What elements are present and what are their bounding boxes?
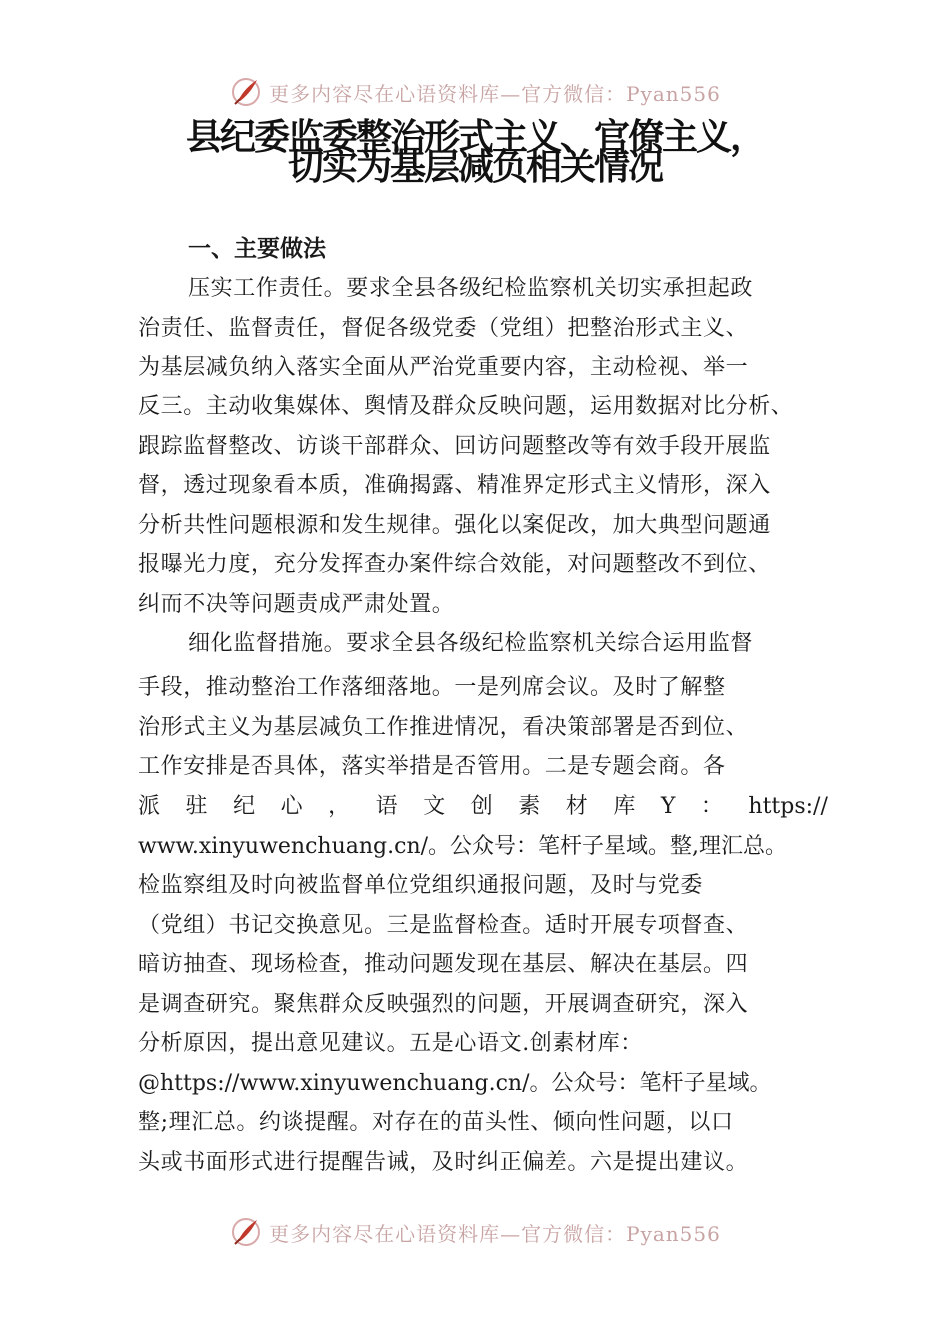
paragraph-line: 为基层减负纳入落实全面从严治党重要内容，主动检视、举一	[138, 355, 749, 380]
quill-pen-logo-icon	[229, 75, 263, 109]
paragraph-line: 治责任、监督责任，督促各级党委（党组）把整治形式主义、	[138, 316, 749, 341]
paragraph-line: 分析共性问题根源和发生规律。强化以案促改，加大典型问题通	[138, 513, 771, 538]
paragraph-line: 暗访抽查、现场检查，推动问题发现在基层、解决在基层。四	[138, 952, 749, 977]
paragraph-line: 督，透过现象看本质，准确揭露、精准界定形式主义情形，深入	[138, 473, 771, 498]
paragraph-line: 细化监督措施。要求全县各级纪检监察机关综合运用监督	[188, 631, 754, 656]
paragraph-lead: 细化监督措施。	[188, 631, 347, 656]
document-title-line-2: 切实为基层减负相关情况	[287, 147, 662, 188]
paragraph-line: （党组）书记交换意见。三是监督检查。适时开展专项督查、	[138, 913, 749, 938]
paragraph-line: 纠而不决等问题责成严肃处置。	[138, 592, 455, 617]
paragraph-line: 跟踪监督整改、访谈干部群众、回访问题整改等有效手段开展监	[138, 434, 771, 459]
paragraph-line: 整;理汇总。约谈提醒。对存在的苗头性、倾向性问题，以口	[138, 1110, 734, 1135]
watermark-banner-top	[0, 72, 950, 112]
paragraph-line: 工作安排是否具体，落实举措是否管用。二是专题会商。各	[138, 754, 726, 779]
paragraph-line: 检监察组及时向被监督单位党组织通报问题，及时与党委	[138, 873, 704, 898]
paragraph-line: @https://www.xinyuwenchuang.cn/。公众号：笔杆子星域。	[138, 1071, 772, 1096]
paragraph-line: 反三。主动收集媒体、舆情及群众反映问题，运用数据对比分析、	[138, 394, 794, 419]
paragraph-lead: 压实工作责任。	[188, 276, 347, 301]
paragraph-line: 分析原因，提出意见建议。五是心语文.创素材库：	[138, 1031, 643, 1056]
paragraph-line-spread: 派 驻 纪 心 ， 语 文 创 素 材 库 Y ： https://	[138, 794, 828, 819]
paragraph-line: 是调查研究。聚焦群众反映强烈的问题，开展调查研究，深入	[138, 992, 749, 1017]
watermark-text: 更多内容尽在心语资料库—官方微信：Pyan556	[269, 1221, 721, 1246]
section-heading: 一、主要做法	[188, 236, 326, 262]
paragraph-line: www.xinyuwenchuang.cn/。公众号：笔杆子星域。整,理汇总。	[138, 834, 788, 859]
document-title-line-1: 县纪委监委整治形式主义、官僚主义，	[185, 117, 764, 158]
paragraph-line: 治形式主义为基层减负工作推进情况，看决策部署是否到位、	[138, 715, 749, 740]
paragraph-line: 头或书面形式进行提醒告诫，及时纠正偏差。六是提出建议。	[138, 1150, 749, 1175]
paragraph-line: 压实工作责任。要求全县各级纪检监察机关切实承担起政	[188, 276, 754, 301]
watermark-text: 更多内容尽在心语资料库—官方微信：Pyan556	[269, 81, 721, 106]
paragraph-line: 报曝光力度，充分发挥查办案件综合效能，对问题整改不到位、	[138, 552, 771, 577]
paragraph-line: 手段，推动整治工作落细落地。一是列席会议。及时了解整	[138, 675, 726, 700]
watermark-banner-bottom	[0, 1212, 950, 1252]
quill-pen-logo-icon	[229, 1215, 263, 1249]
